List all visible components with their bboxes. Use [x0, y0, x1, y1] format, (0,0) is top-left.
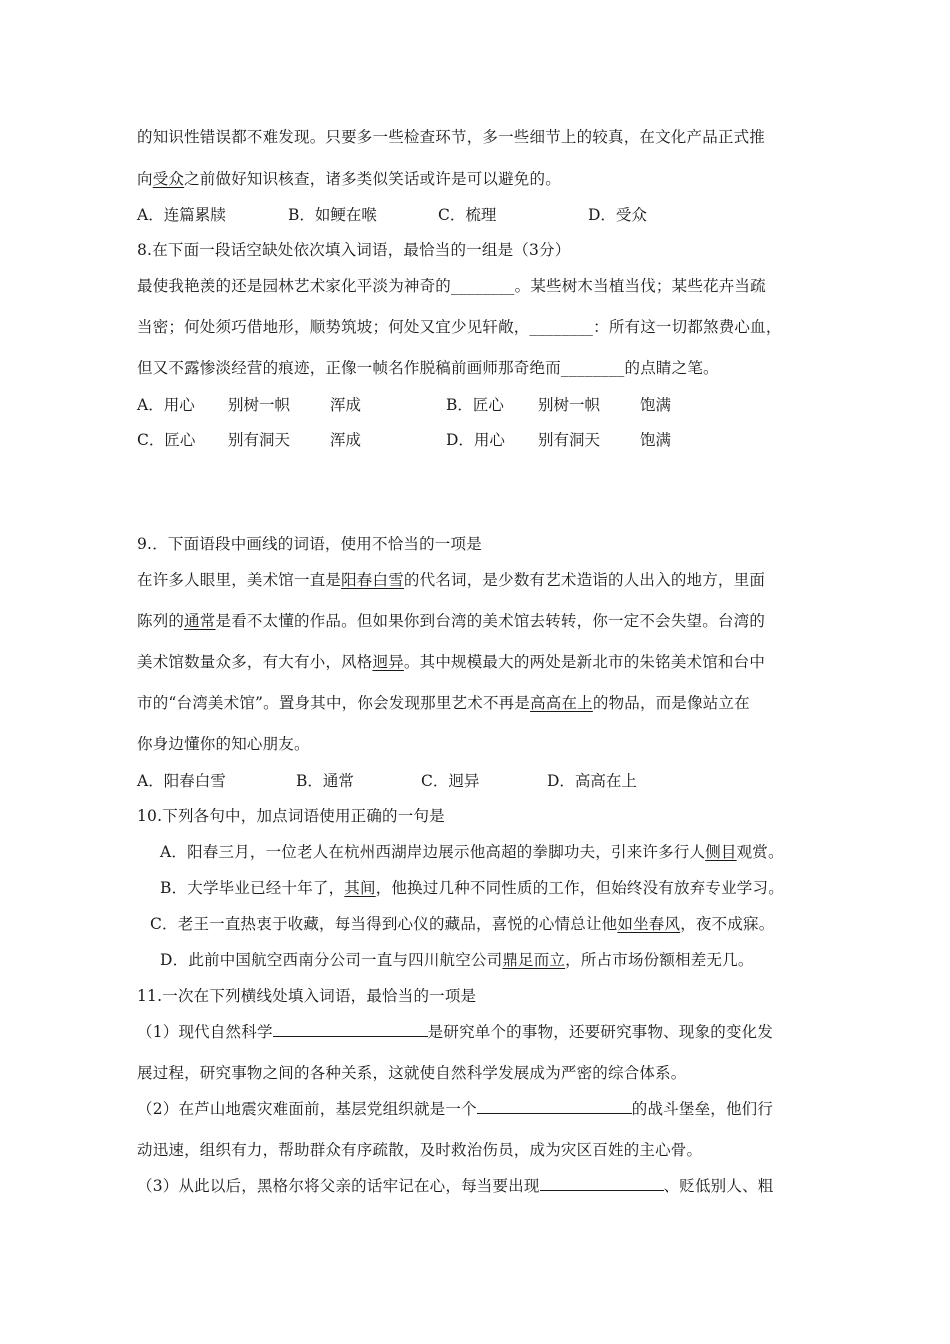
q8-option-a-2: 别树一帜 [228, 396, 291, 414]
q8-option-a-3: 浑成 [330, 396, 362, 414]
q8-line-1: 最使我艳羡的还是园林艺术家化平淡为神奇的________。某些树木当植当伐；某些花卉当疏 [137, 277, 766, 295]
q10-stem: 10.下列各句中，加点词语使用正确的一句是 [137, 807, 445, 825]
dotted-term: 其间 [344, 879, 376, 897]
q8-option-a-1: A．用心 [137, 396, 195, 414]
q9-line-1: 在许多人眼里，美术馆一直是阳春白雪的代名词，是少数有艺术造诣的人出入的地方，里面 [137, 571, 766, 589]
q9-stem: 9.．下面语段中画线的词语，使用不恰当的一项是 [137, 535, 482, 553]
q9-line-5: 你身边懂你的知心朋友。 [137, 735, 310, 753]
q8-stem: 8.在下面一段话空缺处依次填入词语，最恰当的一组是（3分） [137, 241, 571, 259]
q10-option-b: B．大学毕业已经十年了，其间，他换过几种不同性质的工作，但始终没有放弃专业学习。 [160, 879, 784, 897]
q9-line-3: 美术馆数量众多，有大有小，风格迥异。其中规模最大的两处是新北市的朱铭美术馆和台中 [137, 653, 766, 671]
underlined-term: 迥异 [372, 653, 404, 671]
underlined-term: 通常 [184, 612, 216, 630]
q11-sentence-2-cont: 动迅速，组织有力，帮助群众有序疏散，及时救治伤员，成为灾区百姓的主心骨。 [137, 1141, 703, 1159]
q10-option-d: D．此前中国航空西南分公司一直与四川航空公司鼎足而立，所占市场份额相差无几。 [160, 951, 754, 969]
q7-option-c: C．梳理 [438, 206, 497, 224]
dotted-term: 侧目 [705, 843, 737, 861]
q7-option-a: A．连篇累牍 [137, 206, 226, 224]
q9-line-4: 市的“台湾美术馆”。置身其中，你会发现那里艺术不再是高高在上的物品，而是像站立在 [137, 694, 750, 712]
q8-option-d-2: 别有洞天 [538, 431, 601, 449]
q10-option-c: C．老王一直热衷于收藏，每当得到心仪的藏品，喜悦的心情总让他如坐春风，夜不成寐。 [150, 915, 775, 933]
q8-option-c-3: 浑成 [330, 431, 362, 449]
blank: ________ [529, 318, 594, 336]
q11-sentence-2: （2）在芦山地震灾难面前，基层党组织就是一个 的战斗堡垒，他们行 [137, 1100, 774, 1118]
dotted-term: 如坐春风 [617, 915, 681, 933]
q9-option-b: B．通常 [296, 772, 354, 790]
underlined-term: 高高在上 [530, 694, 593, 712]
q8-option-c-2: 别有洞天 [228, 431, 291, 449]
q11-sentence-1-cont: 展过程，研究事物之间的各种关系，这就使自然科学发展成为严密的综合体系。 [137, 1064, 687, 1082]
q7-line-2: 向受众之前做好知识核查，诸多类似笑话或许是可以避免的。 [137, 170, 561, 188]
fill-blank [273, 1022, 428, 1037]
q8-line-2: 当密；何处须巧借地形，顺势筑坡；何处又宜少见轩敞，________：所有这一切都煞费心血， [137, 318, 782, 336]
q9-option-a: A．阳春白雪 [137, 772, 226, 790]
q7-option-d: D．受众 [588, 206, 647, 224]
q8-option-d-1: D．用心 [446, 431, 505, 449]
q8-line-3: 但又不露惨淡经营的痕迹，正像一帧名作脱稿前画师那奇绝而________的点睛之笔。 [137, 359, 719, 377]
q10-option-a: A．阳春三月，一位老人在杭州西湖岸边展示他高超的拳脚功夫，引来许多行人侧目观赏。 [160, 843, 784, 861]
q11-sentence-3: （3）从此以后，黑格尔将父亲的话牢记在心，每当要出现 、贬低别人、粗 [137, 1177, 774, 1195]
q7-option-b: B．如鲠在喉 [288, 206, 377, 224]
q8-option-b-2: 别树一帜 [538, 396, 601, 414]
q8-option-b-1: B．匠心 [446, 396, 504, 414]
blank: ________ [560, 359, 625, 377]
q9-option-d: D．高高在上 [547, 772, 637, 790]
q9-line-2: 陈列的通常是看不太懂的作品。但如果你到台湾的美术馆去转转，你一定不会失望。台湾的 [137, 612, 766, 630]
fill-blank [477, 1099, 632, 1114]
fill-blank [540, 1176, 664, 1191]
underlined-term: 受众 [152, 170, 185, 188]
q9-option-c: C．迥异 [421, 772, 480, 790]
q11-stem: 11.一次在下列横线处填入词语，最恰当的一项是 [137, 987, 477, 1005]
dotted-term: 鼎足而立 [502, 951, 566, 969]
underlined-term: 阳春白雪 [341, 571, 404, 589]
q11-sentence-1: （1）现代自然科学 是研究单个的事物，还要研究事物、现象的变化发 [137, 1023, 774, 1041]
q8-option-d-3: 饱满 [640, 431, 672, 449]
q8-option-b-3: 饱满 [640, 396, 672, 414]
blank: ________ [451, 277, 515, 295]
q8-option-c-1: C．匠心 [137, 431, 196, 449]
q7-line-1: 的知识性错误都不难发现。只要多一些检查环节，多一些细节上的较真，在文化产品正式推 [137, 128, 766, 146]
